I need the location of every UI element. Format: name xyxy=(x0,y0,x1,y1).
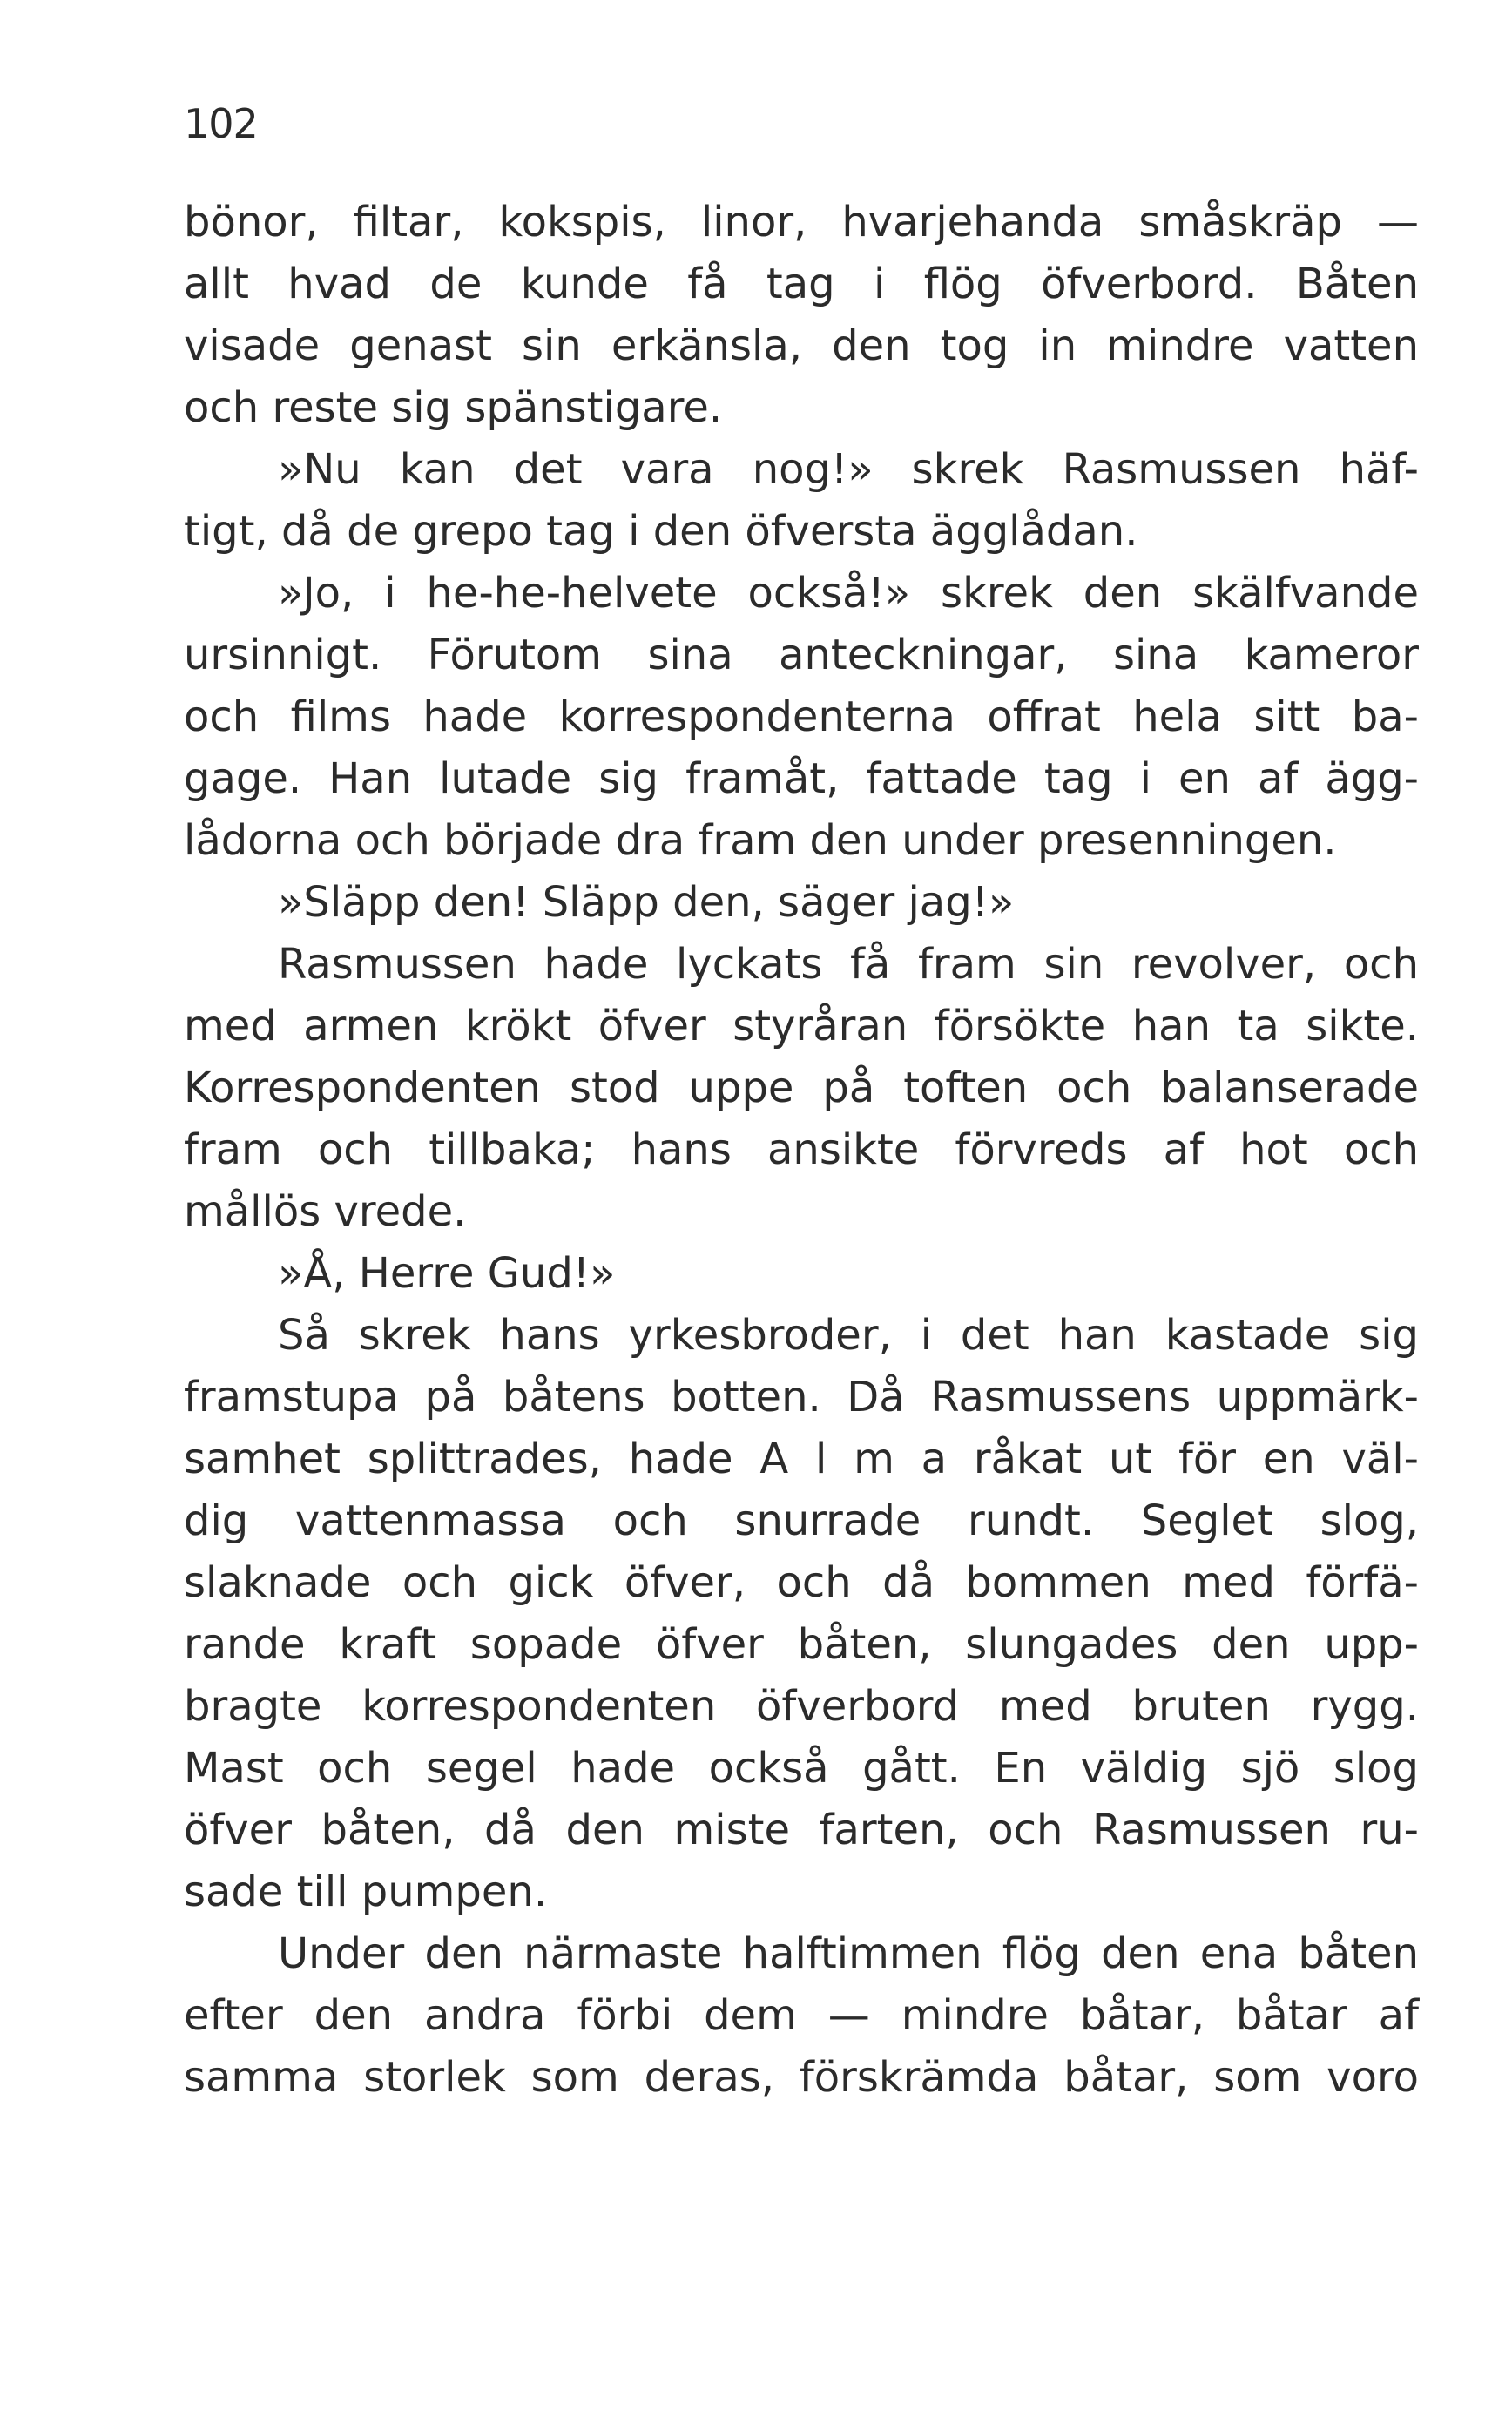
text-line: lådorna och började dra fram den under presenningen. xyxy=(184,816,1337,865)
text-line: »Å, Herre Gud!» xyxy=(278,1249,616,1298)
text-line: dig vattenmassa och snurrade rundt. Seglet slog, xyxy=(184,1496,1419,1545)
text-line: allt hvad de kunde få tag i flög öfverbord. Båten xyxy=(184,260,1419,308)
text-line: efter den andra förbi dem — mindre båtar, båtar af xyxy=(184,1991,1419,2040)
text-line: med armen krökt öfver styråran försökte han ta sikte. xyxy=(184,1002,1419,1050)
text-line: »Jo, i he-he-helvete också!» skrek den skälfvande xyxy=(278,569,1419,618)
text-line: »Nu kan det vara nog!» skrek Rasmussen häf- xyxy=(278,445,1419,494)
text-line: samma storlek som deras, förskrämda båtar, som voro xyxy=(184,2053,1419,2102)
text-line: »Släpp den! Släpp den, säger jag!» xyxy=(278,878,1015,927)
text-line: fram och tillbaka; hans ansikte förvreds af hot och xyxy=(184,1125,1419,1174)
text-line: öfver båten, då den miste farten, och Rasmussen ru- xyxy=(184,1806,1419,1854)
text-line: visade genast sin erkänsla, den tog in mindre vatten xyxy=(184,321,1419,370)
text-line: Så skrek hans yrkesbroder, i det han kastade sig xyxy=(278,1311,1419,1360)
text-line: sade till pumpen. xyxy=(184,1867,548,1916)
text-line: mållös vrede. xyxy=(184,1187,467,1236)
text-line: rande kraft sopade öfver båten, slungades den upp- xyxy=(184,1620,1419,1669)
page-number: 102 xyxy=(184,100,258,147)
text-line: bragte korrespondenten öfverbord med bruten rygg. xyxy=(184,1682,1419,1731)
text-line: och films hade korrespondenterna offrat hela sitt ba- xyxy=(184,692,1419,741)
text-line: tigt, då de grepo tag i den öfversta ägglådan. xyxy=(184,507,1138,556)
text-line: Korrespondenten stod uppe på toften och balanserade xyxy=(184,1064,1419,1112)
text-line: bönor, filtar, kokspis, linor, hvarjehanda småskräp — xyxy=(184,198,1419,247)
text-line: gage. Han lutade sig framåt, fattade tag i en af ägg- xyxy=(184,754,1419,803)
text-line: Under den närmaste halftimmen flög den ena båten xyxy=(278,1929,1419,1978)
body-text xyxy=(184,192,1419,2109)
text-line: samhet splittrades, hade A l m a råkat ut för en väl- xyxy=(184,1435,1419,1483)
text-line: Mast och segel hade också gått. En väldig sjö slog xyxy=(184,1744,1419,1793)
text-line: slaknade och gick öfver, och då bommen med förfä- xyxy=(184,1558,1419,1607)
text-line: ursinnigt. Förutom sina anteckningar, sina kameror xyxy=(184,631,1419,679)
text-line: Rasmussen hade lyckats få fram sin revolver, och xyxy=(278,940,1419,989)
text-line: och reste sig spänstigare. xyxy=(184,383,723,432)
text-line: framstupa på båtens botten. Då Rasmussens uppmärk- xyxy=(184,1373,1419,1422)
